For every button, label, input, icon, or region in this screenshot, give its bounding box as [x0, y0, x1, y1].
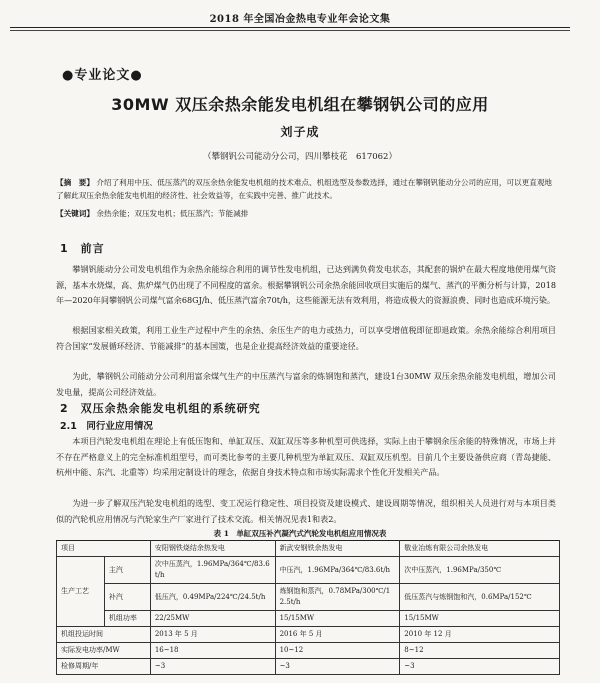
- table-group-label: 生产工艺: [57, 557, 105, 627]
- table-cell: 15/15MW: [400, 611, 560, 627]
- table-cell: 2016 年 5 月: [275, 627, 400, 643]
- table-row-label: 机组投运时间: [57, 627, 151, 643]
- column-label: ●专业论文●: [62, 68, 143, 83]
- table-caption: 表 1 单缸双压补汽凝汽式汽轮发电机组应用情况表: [213, 529, 387, 538]
- table-cell: 16~18: [150, 643, 275, 659]
- table-cell: 低压汽，0.49MPa/224℃/24.5t/h: [150, 584, 275, 611]
- header-rule-thin: [10, 30, 570, 31]
- author-affiliation: （攀钢钒公司能动分公司，四川攀枝花 617062）: [203, 152, 397, 162]
- table-row: [57, 584, 560, 611]
- table-cell: ~3: [400, 659, 560, 675]
- table-row-label: 检修周期/年: [57, 659, 151, 675]
- table-cell: 2013 年 5 月: [150, 627, 275, 643]
- table-row-label: 主汽: [104, 557, 150, 584]
- running-head: 2018 年全国冶金热电专业年会论文集: [209, 14, 391, 25]
- keywords-label: 【关键词】: [56, 209, 94, 218]
- keywords-text: 余热余能；双压发电机；低压蒸汽；节能减排: [96, 209, 249, 218]
- section-2-heading: 2 双压余热余能发电机组的系统研究: [60, 402, 261, 415]
- section-1-paragraph: 攀钢钒能动分公司发电机组作为余热余能综合利用的调节性发电机组，已达到满负荷发电状态，其配套的锅炉在最大程度地使用煤气资源，基本水烧煤，高、焦炉煤气仍出现了不同程度的富余。根据攀钢钒公司余热余能回收项目实施后的煤气、蒸汽的平衡分析与计算，2018年—2020年间攀钢钒公司煤气富余68GJ/h、低压蒸汽富余70t/h，这些能源无法有效利用，将造成极大的资源浪费、同时也造成环境污染。: [56, 264, 556, 305]
- table-cell: 15/15MW: [275, 611, 400, 627]
- table-row: [57, 659, 560, 675]
- table-header-cell: 项目: [57, 541, 151, 557]
- table-header-cell: 新武安钢铁余热发电: [275, 541, 400, 557]
- table-cell: 10~12: [275, 643, 400, 659]
- table-cell: 22/25MW: [150, 611, 275, 627]
- section-2-1-heading: 2.1 同行业应用情况: [60, 421, 153, 432]
- section-2-1-paragraph: 为进一步了解双压汽轮发电机组的选型、变工况运行稳定性、项目投资及建设模式、建设周期等情况，组织相关人员进行对与本项目类似的汽轮机应用情况与汽轮家生产厂家进行了技术交流。相关情况见表1和表2。: [56, 498, 556, 524]
- table-cell: 次中压蒸汽，1.96MPa/350℃: [400, 557, 560, 584]
- section-1-heading: 1 前言: [60, 242, 105, 255]
- table-cell: 次中压蒸汽，1.96MPa/364℃/83.6t/h: [150, 557, 275, 584]
- table-cell: 低压蒸汽与炼钢饱和汽，0.6MPa/152℃: [400, 584, 560, 611]
- table-row-label: 机组功率: [104, 611, 150, 627]
- table-header-cell: 敬业冶炼有限公司余热发电: [400, 541, 560, 557]
- table-row: [57, 627, 560, 643]
- section-1-paragraph: 为此，攀钢钒公司能动分公司利用富余煤气生产的中压蒸汽与富余的炼钢饱和蒸汽，建设1台30MW 双压余热余能发电机组，增加公司发电量，提高公司经济效益。: [56, 371, 556, 397]
- table-row-label: 补汽: [104, 584, 150, 611]
- comparison-table: [56, 540, 560, 675]
- table-cell: ~3: [150, 659, 275, 675]
- section-2-1-paragraph: 本项目汽轮发电机组在理论上有低压饱和、单缸双压、双缸双压等多种机型可供选择，实际上由于攀钢余压余能的特殊情况，市场上并不存在严格意义上的完全标准机组型号，而可类比参考的主要几种机型为单缸双压、双缸双压机型。目前几个主要设备供应商（青岛捷能、杭州中能、东汽、北重等）均采用定制设计的理念，依据自身技术特点和市场实际需求个性化开发相关产品。: [56, 436, 556, 477]
- table-header-cell: 安阳钢铁烧结余热发电: [150, 541, 275, 557]
- table-cell: 中压汽，1.96MPa/364℃/83.6t/h: [275, 557, 400, 584]
- table-row: [57, 643, 560, 659]
- author-name: 刘子成: [280, 125, 320, 139]
- table-cell: 2010 年 12 月: [400, 627, 560, 643]
- table-header-row: [57, 541, 560, 557]
- header-rule: [10, 27, 570, 28]
- paper-title: 30MW 双压余热余能发电机组在攀钢钒公司的应用: [111, 95, 489, 114]
- abstract-label: 【摘 要】: [56, 178, 94, 187]
- table-cell: 8~12: [400, 643, 560, 659]
- table-row-label: 实际发电功率/MW: [57, 643, 151, 659]
- table-row: [57, 611, 560, 627]
- abstract-text: 介绍了利用中压、低压蒸汽的双压余热余能发电机组的技术难点、机组选型及参数选择，通过在攀钢钒能动分公司的应用，可以更直观地了解此双压余热余能发电机组的经济性、社会效益等，在实践中完善、推广此技术。: [56, 178, 553, 200]
- table-cell: 炼钢饱和蒸汽，0.78MPa/300℃/12.5t/h: [275, 584, 400, 611]
- abstract: [56, 176, 556, 202]
- keywords: [56, 207, 556, 220]
- table-cell: ~3: [275, 659, 400, 675]
- table-row: [57, 557, 560, 584]
- section-1-paragraph: 根据国家相关政策，利用工业生产过程中产生的余热、余压生产的电力或热力，可以享受增值税即征即退政策。余热余能综合利用项目符合国家“发展循环经济、节能减排”的基本国策，也是企业提高经济效益的重要途径。: [56, 325, 556, 351]
